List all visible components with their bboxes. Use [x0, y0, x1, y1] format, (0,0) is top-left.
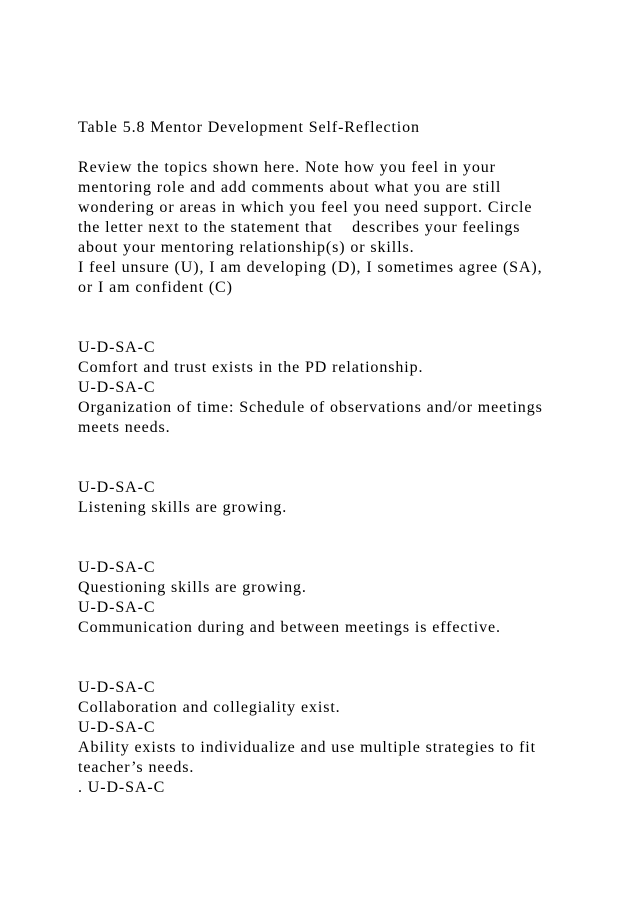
- instruction-line: about your mentoring relationship(s) or skills.: [78, 239, 415, 256]
- rating-scale: U-D-SA-C: [78, 479, 156, 496]
- document-body: [78, 118, 618, 798]
- item-statement: teacher’s needs.: [78, 759, 195, 776]
- instruction-line: or I am confident (C): [78, 279, 233, 296]
- spacer: [78, 518, 618, 558]
- document-title: Table 5.8 Mentor Development Self-Reflection: [78, 119, 420, 136]
- rating-scale: U-D-SA-C: [78, 339, 156, 356]
- item-statement: Organization of time: Schedule of observations and/or meetings: [78, 399, 543, 416]
- rating-scale: U-D-SA-C: [78, 559, 156, 576]
- rating-scale: U-D-SA-C: [78, 719, 156, 736]
- item-statement: Ability exists to individualize and use multiple strategies to fit: [78, 739, 537, 756]
- item-statement: Communication during and between meetings is effective.: [78, 619, 501, 636]
- instruction-line: wondering or areas in which you feel you need support. Circle: [78, 199, 533, 216]
- spacer: [78, 438, 618, 478]
- item-statement: Listening skills are growing.: [78, 499, 288, 516]
- instruction-line: I feel unsure (U), I am developing (D), I sometimes agree (SA),: [78, 259, 543, 276]
- item-statement: Comfort and trust exists in the PD relationship.: [78, 359, 424, 376]
- item-statement: Collaboration and collegiality exist.: [78, 699, 341, 716]
- rating-scale: U-D-SA-C: [78, 679, 156, 696]
- instruction-line: the letter next to the statement that describes your feelings: [78, 219, 521, 236]
- rating-scale: U-D-SA-C: [78, 379, 156, 396]
- item-statement: Questioning skills are growing.: [78, 579, 307, 596]
- trailing-rating-scale: . U-D-SA-C: [78, 779, 166, 796]
- spacer: [78, 638, 618, 678]
- instruction-line: Review the topics shown here. Note how you feel in your: [78, 159, 496, 176]
- spacer: [78, 298, 618, 338]
- spacer: [78, 138, 618, 158]
- rating-scale: U-D-SA-C: [78, 599, 156, 616]
- instruction-line: mentoring role and add comments about what you are still: [78, 179, 502, 196]
- item-statement: meets needs.: [78, 419, 171, 436]
